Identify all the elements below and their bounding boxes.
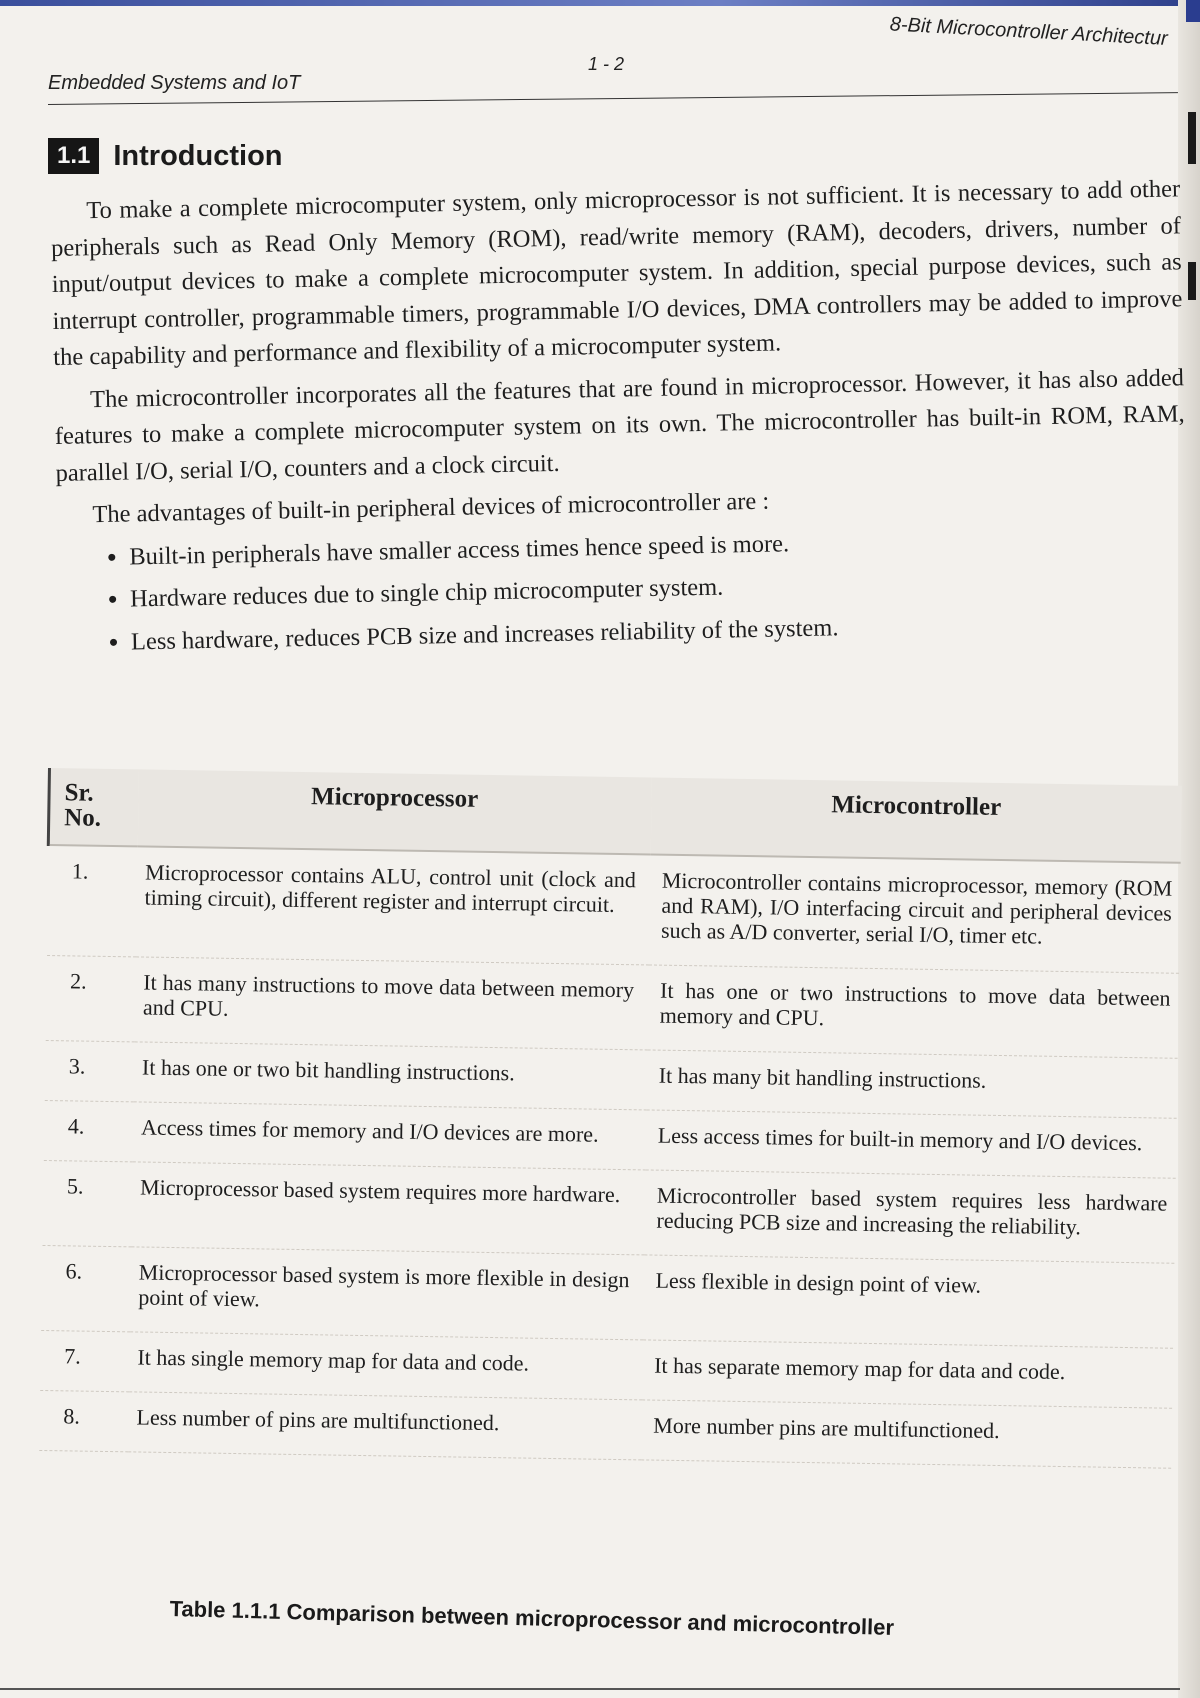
advantages-list [57,518,1189,662]
table-row [47,845,1181,973]
book-title: Embedded Systems and IoT [48,72,301,94]
edge-mark [1188,112,1196,164]
header-sr-no: Sr. No. [48,768,138,846]
top-color-bar [0,0,1200,6]
cell-microcontroller: It has many bit handling instructions. [646,1050,1177,1118]
comparison-table [37,768,1182,1469]
edge-mark [1188,262,1196,300]
comparison-table-wrap [37,768,1182,1469]
edge-tab [1186,0,1200,22]
section-number: 1.1 [48,138,99,174]
paragraph: The microcontroller incorporates all the features that are found in microprocessor. However, it has also added features to make a complete microcomputer system on its own. The microcontroller has built-in ROM, RAM, parallel I/O, serial I/O, counters and a clock circuit. [54,363,1185,487]
cell-sr: 6. [41,1245,132,1331]
header-microcontroller: Microcontroller [650,777,1182,862]
cell-microprocessor: It has one or two bit handling instructions. [133,1042,647,1110]
list-item: • Built-in peripherals have smaller access times hence speed is more. [129,518,1188,576]
table-caption: Table 1.1.1 Comparison between microprocessor and microcontroller [169,1596,895,1640]
cell-sr: 8. [39,1390,129,1451]
paragraph: The advantages of built-in peripheral devices of microcontroller are : [92,487,770,529]
page-number: 1 - 2 [588,54,625,74]
paragraph: To make a complete microcomputer system, only microprocessor is not sufficient. It is necessary to add other peripherals such as Read Only Memory (ROM), read/write memory (RAM), decoders, drivers, number of input/output devices to make a complete microcomputer system. In addition, special purpose devices, such as interrupt controller, programmable timers, programmable I/O devices, DMA controllers may be added to improve the capability and performance and flexibility of a microcomputer system. [50,175,1183,371]
chapter-title: 8-Bit Microcontroller Architectur [888,13,1168,50]
cell-microcontroller: Less access times for built-in memory and I/O devices. [645,1110,1176,1178]
cell-microcontroller: More number pins are multifunctioned. [641,1400,1172,1468]
cell-microprocessor: Microprocessor contains ALU, control unit (clock and timing circuit), different register and interrupt circuit. [136,846,651,965]
cell-sr: 5. [42,1160,133,1246]
cell-microcontroller: Microcontroller based system requires less hardware reducing PCB size and increasing the reliability. [644,1170,1176,1263]
cell-microprocessor: Access times for memory and I/O devices are more. [133,1102,647,1170]
cell-sr: 2. [45,956,136,1042]
cell-microcontroller: Less flexible in design point of view. [643,1255,1175,1348]
cell-microprocessor: Microprocessor based system is more flexible in design point of view. [130,1247,644,1340]
header-microprocessor: Microprocessor [137,769,651,854]
cell-microcontroller: Microcontroller contains microprocessor, memory (ROM and RAM), I/O interfacing circuit and peripheral devices such as A/D converter, serial I/O, timer etc. [649,854,1181,973]
cell-microcontroller: It has one or two instructions to move data between memory and CPU. [647,965,1179,1058]
cell-microprocessor: It has single memory map for data and code. [129,1332,643,1400]
cell-microprocessor: Less number of pins are multifunctioned. [128,1392,642,1460]
cell-microprocessor: It has many instructions to move data between memory and CPU. [134,957,648,1050]
list-item: • Hardware reduces due to single chip microcomputer system. [130,560,1189,618]
bottom-rule [0,1688,1180,1690]
cell-sr: 4. [43,1100,133,1161]
section-heading [48,138,283,174]
list-item: • Less hardware, reduces PCB size and increases reliability of the system. [131,603,1190,661]
body-text [50,171,1189,668]
cell-microcontroller: It has separate memory map for data and code. [642,1340,1173,1408]
cell-sr: 3. [44,1040,134,1101]
section-title: Introduction [113,139,283,172]
cell-sr: 1. [47,845,138,957]
cell-sr: 7. [40,1330,130,1391]
cell-microprocessor: Microprocessor based system requires more hardware. [131,1162,645,1255]
